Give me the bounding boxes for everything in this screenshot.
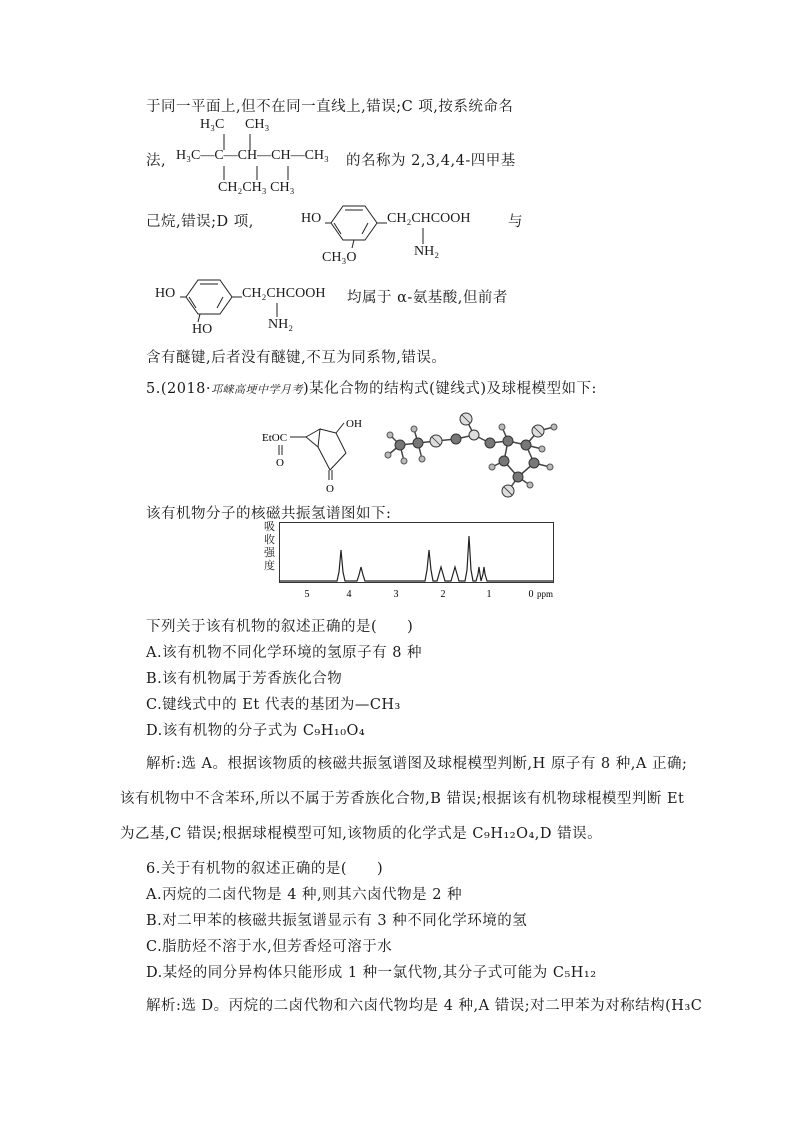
q5-nmr-intro: 该有机物分子的核磁共振氢谱图如下: [146, 506, 392, 522]
formula-main-chain: H₃C—C—CH—CH—CH₃ [176, 148, 329, 163]
mol2-benzene-ring [180, 272, 250, 324]
mol2-nh2: NH₂ [268, 317, 294, 332]
text-fc-post: 均属于 α-氨基酸,但前者 [347, 290, 508, 306]
formula-top-left: H₃C [200, 117, 225, 132]
mol1-nh2: NH₂ [414, 244, 440, 259]
q5-intro [146, 377, 597, 398]
formula-bottom: CH₂CH₃ CH₃ [218, 180, 295, 195]
mol2-side-chain: CH₂CHCOOH [242, 286, 326, 301]
q6-option-c: C.脂肪烃不溶于水,但芳香烃可溶于水 [146, 939, 393, 955]
text-fa-post: 的名称为 2,3,4,4-四甲基 [346, 153, 516, 169]
q5-option-c: C.键线式中的 Et 代表的基团为—CH₃ [146, 697, 401, 713]
q5-intro-num: 5.(2018· [146, 381, 212, 397]
q6-question: 6.关于有机物的叙述正确的是( ) [146, 861, 384, 877]
text-fb-mid: 与 [508, 214, 523, 230]
q5-option-b: B.该有机物属于芳香族化合物 [146, 671, 343, 687]
text-line-last: 含有醚键,后者没有醚键,不互为同系物,错误。 [146, 350, 447, 366]
nmr-unit: ppm [536, 589, 554, 599]
nmr-tick-4: 4 [346, 589, 352, 600]
nmr-tick-0: 0 [528, 589, 534, 600]
q5-analysis-3: 为乙基,C 错误;根据球棍模型可知,该物质的化学式是 C₉H₁₂O₄,D 错误。 [120, 826, 603, 842]
struct-o1-label: O [276, 457, 284, 469]
q6-option-b: B.对二甲苯的核磁共振氢谱显示有 3 种不同化学环境的氢 [146, 913, 528, 929]
q5-option-d: D.该有机物的分子式为 C₉H₁₀O₄ [146, 723, 366, 739]
text-fb-pre: 己烷,错误;D 项, [146, 214, 254, 230]
q6-option-a: A.丙烷的二卤代物是 4 种,则其六卤代物是 2 种 [146, 887, 463, 903]
nmr-trace [279, 536, 553, 581]
nmr-spectrum [279, 522, 559, 604]
q5-option-a: A.该有机物不同化学环境的氢原子有 8 种 [146, 645, 423, 661]
text-line-1: 于同一平面上,但不在同一直线上,错误;C 项,按系统命名 [146, 99, 514, 115]
nmr-tick-5: 5 [304, 589, 310, 600]
mol1-ho: HO [301, 211, 322, 226]
q6-analysis-1: 解析:选 D。丙烷的二卤代物和六卤代物均是 4 种,A 错误;对二甲苯为对称结构(H₃C [146, 998, 703, 1014]
q5-intro-source: 邛崃高埂中学月考 [211, 383, 304, 396]
text-fa-pre: 法, [146, 153, 167, 169]
nmr-tick-3: 3 [393, 589, 399, 600]
nmr-tick-2: 2 [440, 589, 446, 600]
struct-oh-label: OH [346, 418, 362, 430]
q6-option-d: D.某烃的同分异构体只能形成 1 种一氯代物,其分子式可能为 C₅H₁₂ [146, 965, 597, 981]
q5-analysis-1: 解析:选 A。根据该物质的核磁共振氢谱图及球棍模型判断,H 原子有 8 种,A 正确; [146, 756, 688, 772]
nmr-tick-1: 1 [486, 589, 492, 600]
q5-ball-stick-model [378, 405, 573, 500]
mol2-ho: HO [155, 286, 176, 301]
q5-skeletal-structure [258, 415, 373, 500]
mol1-ch3o: CH₃O [322, 250, 357, 265]
nmr-y-label: 吸收强度 [264, 520, 275, 572]
formula-bonds [170, 110, 350, 200]
struct-o2-label: O [326, 483, 334, 495]
mol1-side-chain: CH₂CHCOOH [387, 211, 471, 226]
mol1-benzene-ring [325, 198, 395, 248]
q5-intro-rest: )某化合物的结构式(键线式)及球棍模型如下: [303, 381, 597, 397]
q5-analysis-2: 该有机物中不含苯环,所以不属于芳香族化合物,B 错误;根据该有机物球棍模型判断 Et [120, 791, 685, 807]
mol2-oh: HO [192, 322, 213, 337]
nmr-frame [280, 523, 554, 583]
struct-eto-label: EtOC [262, 432, 288, 444]
q5-question: 下列关于该有机物的叙述正确的是( ) [146, 619, 414, 635]
formula-top-right: CH₃ [245, 117, 270, 132]
